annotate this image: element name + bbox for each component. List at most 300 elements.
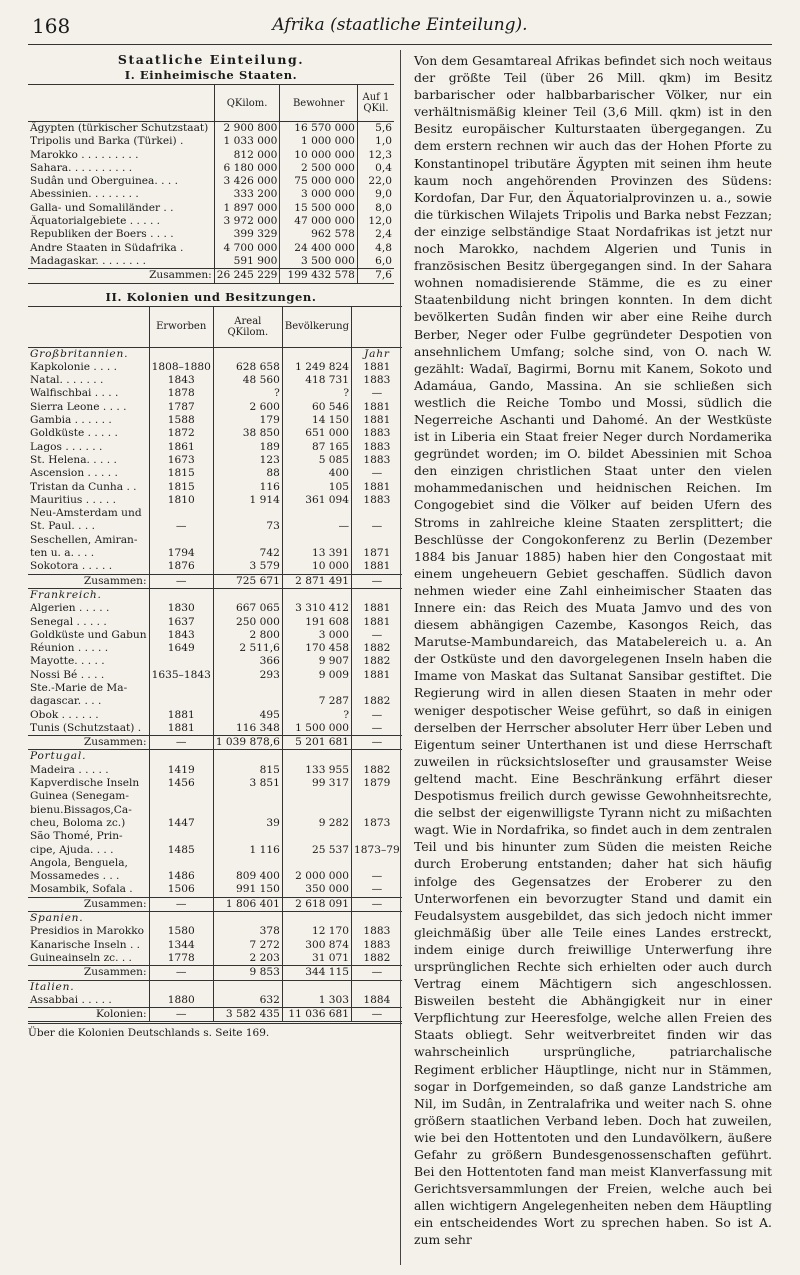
- table-row: [28, 764, 402, 777]
- table-row: [28, 149, 394, 162]
- native-states-table: [28, 84, 394, 284]
- density-value: 12,0: [357, 215, 394, 228]
- population-value: 1 000 000: [280, 135, 357, 148]
- density-value: 2,4: [357, 228, 394, 241]
- year-value: 1873–79: [352, 844, 402, 857]
- grand-total-label: Kolonien:: [28, 1008, 149, 1023]
- density-value: 22,0: [357, 175, 394, 188]
- right-column: [414, 52, 772, 1249]
- area-value: [213, 857, 282, 870]
- density-value: 6,0: [357, 255, 394, 269]
- population-value: 99 317: [282, 777, 351, 790]
- population-value: 3 000: [282, 629, 351, 642]
- footnote: Über die Kolonien Deutschlands s. Seite 169.: [28, 1027, 270, 1040]
- population-value: 3 000 000: [280, 188, 357, 201]
- area-value: [213, 695, 282, 708]
- population-value: 651 000: [282, 427, 351, 440]
- year-value: 1882: [352, 695, 402, 708]
- colony-name: cipe, Ajuda. . . .: [30, 843, 114, 856]
- grand-total-row: [28, 1008, 402, 1023]
- year-value: 1882: [352, 642, 402, 655]
- area-value: 3 579: [213, 560, 282, 574]
- acquired-value: [149, 695, 213, 708]
- area-value: 189: [213, 441, 282, 454]
- population-value: 2 000 000: [282, 870, 351, 883]
- year-value: 1881: [352, 481, 402, 494]
- colony-name: Kapverdische Inseln: [30, 777, 140, 790]
- area-value: 3 426 000: [214, 175, 280, 188]
- colony-name: Lagos . . . . . .: [30, 440, 103, 453]
- acquired-value: 1881: [149, 709, 213, 722]
- state-name: Ägypten (türkischer Schutzstaat): [30, 122, 209, 134]
- colony-name: Goldküste und Gabun: [30, 628, 147, 641]
- population-value: 1 303: [282, 994, 351, 1008]
- colony-name: Angola, Benguela,: [30, 856, 128, 869]
- population-value: 13 391: [282, 547, 351, 560]
- year-value: [352, 857, 402, 870]
- subtotal-row: [28, 574, 402, 588]
- colony-name: Assabbai . . . . .: [30, 993, 112, 1006]
- year-value: 1883: [352, 441, 402, 454]
- colony-name: cheu, Boloma zc.): [30, 816, 126, 829]
- colony-name: Senegal . . . . .: [30, 615, 107, 628]
- population-value: ?: [282, 709, 351, 722]
- acquired-value: 1447: [149, 817, 213, 830]
- group-row: [28, 347, 402, 361]
- population-value: [282, 804, 351, 817]
- colony-name: Mosambik, Sofala .: [30, 883, 133, 896]
- population-value: —: [282, 520, 351, 533]
- column-header: Erworben: [149, 306, 213, 347]
- area-value: 495: [213, 709, 282, 722]
- acquired-value: 1506: [149, 883, 213, 897]
- colony-name: Mauritius . . . . .: [30, 493, 117, 506]
- year-label: [352, 750, 402, 764]
- acquired-value: 1778: [149, 952, 213, 966]
- area-value: [213, 790, 282, 803]
- colony-name: Kapkolonie . . . .: [30, 360, 117, 373]
- population-value: 16 570 000: [280, 122, 357, 136]
- table-row: [28, 255, 394, 269]
- year-label: [352, 912, 402, 926]
- year-value: —: [352, 520, 402, 533]
- column-header: [352, 306, 402, 347]
- acquired-value: [149, 830, 213, 843]
- body-text: Von dem Gesamtareal Afrikas befindet sich noch weitaus der größte Teil (über 26 Mill. qkm) im Besitz barbarischer oder halbbarbarischer Völker, nur ein verhältnismäßig kleiner Teil (3,6 Mill. qkm) ist in den Besitz europäischer Kulturstaaten übergegangen. Zu dem erstern rechnen wir auch das der Hohen Pforte zu Konstantinopel tributäre Ägypten mit seinen ihm heute kaum noch angehörenden Provinzen des Südens: Kordofan, Dar Fur, den Äquatorialprovinzen u. a., sowie die türkischen Wilajets Tripolis und Barka nebst Fezzan; der einzige selbständige Staat Nordafrikas ist jetzt nur noch Marokko, nachdem Algerien und Tunis in französischen Besitz übergegangen sind. In der Sahara wohnen nomadisierende Stämme, die es zu einer Staatenbildung nicht bringen konnten. In dem dicht bevölkerten Sudân finden wir aber eine Reihe durch Berber, Neger oder Fulbe gegründeter Despotien von ansehnlichem Umfang; solche sind, von O. nach W. gezählt: Wadaï, Bagirmi, Bornu mit Kanem, Sokoto und Adamáua, Gando, Massina. An sie schließen sich westlich die Reiche Tombo und Mossi, südlich die Negerreiche Aschanti und Dahomé. An der Westküste ist in Liberia ein Staat freier Neger durch Nordamerika gegründet worden; im O. bildet Abessinien mit Schoa den einzigen christlichen Staat unter den vielen mohammedanischen und heidnischen Reichen. Im Congogebiet sind die Völker auf beiden Ufern des Stroms in zahlreiche kleine Staaten zersplittert; die Beschlüsse der Congokonferenz zu Berlin (Dezember 1884 bis Januar 1885) haben hier den Congostaat mit einem ungeheuern Gebiet geschaffen. Südlich davon nehmen wieder eine Zahl einheimischer Staaten das Innere ein: das Reich des Muata Jamvo und des von diesem abhängigen Cazembe, Kasongos Reich, das Marutse-Mambundareich, das Matabelereich u. a. An der Ostküste und den davorgelegenen Inseln haben die Imame von Maskat das Sultanat Sansibar gestiftet. Die Regierung wird in allen diesen Staaten in mehr oder weniger despotischer Weise geführt, so daß in einigen derselben der Herrscher absoluter Herr über Leben und Eigentum seiner Unterthanen ist und diese Herrschaft zuweilen in rücksichtsloseſter und grausamster Weise geltend macht. Eine Beschränkung erfährt dieser Despotismus freilich durch gewisse Gewohnheitsrechte, die selbst der eigenwilligste Tyrann nicht zu mißachten wagt. Wie in Nordafrika, so findet auch in dem zentralen Teil und bis hinunter zum Süden die meisten Reiche durch Eroberung entstanden; daher hat sich häufig infolge des Gegensatzes der Eroberer zu den Unterworfenen ein bevorzugter Stand und damit ein Feudalsystem ausgebildet, das sich jedoch nicht immer gleichmäßig über alle Teile eines Landes erstreckt, indem einige durch freiwillige Unterwerfung ihre ursprünglichen Rechte sich erhielten oder auch durch Vertrag einem Mächtigern sich angeschlossen. Bisweilen besteht die Abhängigkeit nur in einer Verpflichtung zur Heeresfolge, welche allen Freien des Staats obliegt. Sehr weitverbreitet finden wir das wahrscheinlich ursprüngliche, patriarchalische Regiment erblicher Häuptlinge, nicht nur in Stämmen, sogar in Dorfgemeinden, so daß ganze Landstriche am Nil, im Sudân, in Zentralafrika und weiter nach S. ohne größern staatlichen Verband leben. Doch hat zuweilen, wie bei den Hottentoten und den Lundavölkern, äußere Gefahr zu größern Bundesgenossenschaften geführt. Bei den Hottentoten fand man meist Klanverfassung mit Gerichtsversammlungen der Freien, welche auch bei allen wichtigern Angelegenheiten neben dem Häuptling ein entscheidendes Wort zu sprechen haben. So ist A. zum sehr: [414, 53, 772, 1248]
- table-row: [28, 534, 402, 547]
- year-value: 1881: [352, 401, 402, 414]
- acquired-value: 1878: [149, 387, 213, 400]
- density-value: 4,8: [357, 242, 394, 255]
- acquired-value: 1485: [149, 844, 213, 857]
- year-value: 1882: [352, 764, 402, 777]
- population-value: 300 874: [282, 939, 351, 952]
- colony-name: Réunion . . . . .: [30, 642, 109, 655]
- area-value: 88: [213, 467, 282, 480]
- population-value: 9 907: [282, 655, 351, 668]
- population-value: 10 000: [282, 560, 351, 574]
- blank-cell: [282, 980, 351, 994]
- subtotal-population: 5 201 681: [282, 736, 351, 750]
- population-value: 170 458: [282, 642, 351, 655]
- population-value: ?: [282, 387, 351, 400]
- table-row: [28, 481, 402, 494]
- population-value: 10 000 000: [280, 149, 357, 162]
- acquired-value: [149, 534, 213, 547]
- colony-name: Nossi Bé . . . .: [30, 668, 105, 681]
- grand-total-population: 11 036 681: [282, 1008, 351, 1023]
- acquired-value: 1794: [149, 547, 213, 560]
- blank-cell: [149, 980, 213, 994]
- colony-name: Ste.-Marie de Ma-: [30, 681, 128, 694]
- total-row: [28, 269, 394, 283]
- table-row: [28, 507, 402, 520]
- colony-name: Obok . . . . . .: [30, 708, 99, 721]
- area-value: 2 600: [213, 401, 282, 414]
- year-value: [352, 507, 402, 520]
- year-value: —: [352, 722, 402, 736]
- subtotal-label: Zusammen:: [28, 574, 149, 588]
- state-name: Sudân und Oberguinea. . . .: [30, 175, 178, 188]
- acquired-value: 1808–1880: [149, 361, 213, 374]
- colony-name: Guineainseln zc. . .: [30, 951, 132, 964]
- population-value: [282, 507, 351, 520]
- group-title: Großbritannien.: [30, 347, 129, 360]
- state-name: Marokko . . . . . . . . .: [30, 148, 139, 161]
- table-row: [28, 228, 394, 241]
- subtotal-year: —: [352, 736, 402, 750]
- subtotal-acquired: —: [149, 897, 213, 911]
- column-header: Bevölkerung: [282, 306, 351, 347]
- column-header: Bewohner: [280, 85, 357, 122]
- population-value: [282, 830, 351, 843]
- area-value: 6 180 000: [214, 162, 280, 175]
- colony-name: Ascension . . . . .: [30, 467, 118, 480]
- population-value: 191 608: [282, 616, 351, 629]
- group-title: Italien.: [30, 980, 75, 993]
- subtotal-population: 2 871 491: [282, 574, 351, 588]
- column-header: [28, 85, 214, 122]
- year-value: —: [352, 467, 402, 480]
- year-value: [352, 830, 402, 843]
- subtotal-label: Zusammen:: [28, 897, 149, 911]
- year-value: 1883: [352, 939, 402, 952]
- colony-name: Natal. . . . . . .: [30, 374, 104, 387]
- population-value: 962 578: [280, 228, 357, 241]
- column-divider: [400, 50, 401, 1265]
- table-row: [28, 642, 402, 655]
- table-row: [28, 454, 402, 467]
- area-value: 1 914: [213, 494, 282, 507]
- area-value: 7 272: [213, 939, 282, 952]
- table-row: [28, 709, 402, 722]
- blank-cell: [149, 347, 213, 361]
- year-value: —: [352, 387, 402, 400]
- table-row: [28, 857, 402, 870]
- subtotal-label: Zusammen:: [28, 966, 149, 980]
- table-row: [28, 547, 402, 560]
- table-row: [28, 560, 402, 574]
- area-value: [213, 830, 282, 843]
- colony-name: dagascar. . . .: [30, 695, 102, 708]
- state-name: Äquatorialgebiete . . . . .: [30, 215, 161, 228]
- colony-name: Algerien . . . . .: [30, 602, 110, 615]
- table-row: [28, 414, 402, 427]
- acquired-value: 1815: [149, 481, 213, 494]
- subtotal-label: Zusammen:: [28, 736, 149, 750]
- state-name: Galla- und Somaliländer . .: [30, 201, 174, 214]
- acquired-value: 1861: [149, 441, 213, 454]
- group-row: [28, 588, 402, 602]
- density-value: 12,3: [357, 149, 394, 162]
- year-value: 1883: [352, 454, 402, 467]
- table-row: [28, 870, 402, 883]
- group-row: [28, 912, 402, 926]
- area-value: 2 900 800: [214, 122, 280, 136]
- blank-cell: [213, 750, 282, 764]
- colony-name: São Thomé, Prin-: [30, 830, 123, 843]
- colony-name: Guinea (Senegam-: [30, 790, 129, 803]
- table-row: [28, 994, 402, 1008]
- colony-name: Mayotte. . . . .: [30, 655, 105, 668]
- column-header: Areal QKilom.: [213, 306, 282, 347]
- acquired-value: 1876: [149, 560, 213, 574]
- acquired-value: [149, 655, 213, 668]
- population-value: 60 546: [282, 401, 351, 414]
- area-value: 73: [213, 520, 282, 533]
- population-value: 3 500 000: [280, 255, 357, 269]
- population-value: 1 249 824: [282, 361, 351, 374]
- density-value: 1,0: [357, 135, 394, 148]
- native-states-title: I. Einheimische Staaten.: [124, 68, 298, 82]
- acquired-value: 1673: [149, 454, 213, 467]
- population-value: 24 400 000: [280, 242, 357, 255]
- area-value: 667 065: [213, 602, 282, 615]
- population-value: [282, 682, 351, 695]
- colony-name: Madeira . . . . .: [30, 763, 109, 776]
- area-value: 39: [213, 817, 282, 830]
- subtotal-population: 2 618 091: [282, 897, 351, 911]
- group-title: Portugal.: [30, 750, 87, 763]
- acquired-value: 1787: [149, 401, 213, 414]
- state-name: Sahara. . . . . . . . . .: [30, 161, 133, 174]
- acquired-value: 1880: [149, 994, 213, 1008]
- year-value: —: [352, 870, 402, 883]
- section-heading: Staatliche Einteilung.: [117, 52, 305, 67]
- table-row: [28, 494, 402, 507]
- colony-name: ten u. a. . . .: [30, 547, 95, 560]
- area-value: 2 203: [213, 952, 282, 966]
- area-value: 2 800: [213, 629, 282, 642]
- acquired-value: [149, 682, 213, 695]
- year-value: 1881: [352, 669, 402, 682]
- density-value: 5,6: [357, 122, 394, 136]
- colony-name: Seschellen, Amiran-: [30, 533, 138, 546]
- year-value: 1883: [352, 925, 402, 938]
- blank-cell: [213, 912, 282, 926]
- subtotal-year: —: [352, 897, 402, 911]
- table-row: [28, 830, 402, 843]
- area-value: 366: [213, 655, 282, 668]
- population-value: 15 500 000: [280, 202, 357, 215]
- acquired-value: 1637: [149, 616, 213, 629]
- table-row: [28, 520, 402, 533]
- colony-name: Tristan da Cunha . .: [30, 480, 137, 493]
- subtotal-row: [28, 966, 402, 980]
- area-value: 591 900: [214, 255, 280, 269]
- column-header: QKilom.: [214, 85, 280, 122]
- area-value: 1 897 000: [214, 202, 280, 215]
- blank-cell: [282, 750, 351, 764]
- area-value: 38 850: [213, 427, 282, 440]
- year-value: 1873: [352, 817, 402, 830]
- state-name: Madagaskar. . . . . . . .: [30, 254, 146, 267]
- area-value: 2 511,6: [213, 642, 282, 655]
- subtotal-area: 9 853: [213, 966, 282, 980]
- acquired-value: 1843: [149, 374, 213, 387]
- population-value: 87 165: [282, 441, 351, 454]
- table-row: [28, 804, 402, 817]
- acquired-value: 1881: [149, 722, 213, 736]
- area-value: 116 348: [213, 722, 282, 736]
- table-row: [28, 777, 402, 790]
- column-header: [28, 306, 149, 347]
- area-value: [213, 682, 282, 695]
- population-value: 5 085: [282, 454, 351, 467]
- blank-cell: [282, 347, 351, 361]
- population-value: [282, 790, 351, 803]
- table-row: [28, 602, 402, 615]
- year-value: 1879: [352, 777, 402, 790]
- column-header: Auf 1 QKil.: [357, 85, 394, 122]
- year-value: 1871: [352, 547, 402, 560]
- area-value: ?: [213, 387, 282, 400]
- area-value: 1 116: [213, 844, 282, 857]
- page-number: 168: [32, 14, 71, 38]
- acquired-value: 1419: [149, 764, 213, 777]
- year-value: —: [352, 629, 402, 642]
- population-value: 7 287: [282, 695, 351, 708]
- area-value: 632: [213, 994, 282, 1008]
- state-name: Abessinien. . . . . . . .: [30, 188, 139, 201]
- table-row: [28, 722, 402, 736]
- group-row: [28, 980, 402, 994]
- table-row: [28, 188, 394, 201]
- population-value: 2 500 000: [280, 162, 357, 175]
- grand-total-area: 3 582 435: [213, 1008, 282, 1023]
- area-value: 812 000: [214, 149, 280, 162]
- density-value: 0,4: [357, 162, 394, 175]
- table-row: [28, 655, 402, 668]
- area-value: 628 658: [213, 361, 282, 374]
- subtotal-year: —: [352, 966, 402, 980]
- population-value: 400: [282, 467, 351, 480]
- area-value: [213, 804, 282, 817]
- population-value: 75 000 000: [280, 175, 357, 188]
- blank-cell: [282, 588, 351, 602]
- subtotal-population: 344 115: [282, 966, 351, 980]
- subtotal-area: 1 039 878,6: [213, 736, 282, 750]
- colonies-table: [28, 306, 402, 1025]
- acquired-value: [149, 790, 213, 803]
- area-value: 250 000: [213, 616, 282, 629]
- year-value: 1881: [352, 602, 402, 615]
- year-value: [352, 804, 402, 817]
- area-value: 123: [213, 454, 282, 467]
- subtotal-acquired: —: [149, 574, 213, 588]
- acquired-value: [149, 507, 213, 520]
- table-row: [28, 629, 402, 642]
- total-density: 7,6: [357, 269, 394, 283]
- colony-name: Goldküste . . . . .: [30, 427, 118, 440]
- population-value: 14 150: [282, 414, 351, 427]
- year-value: 1882: [352, 655, 402, 668]
- year-value: [352, 682, 402, 695]
- year-value: 1884: [352, 994, 402, 1008]
- total-population: 199 432 578: [280, 269, 357, 283]
- subtotal-area: 725 671: [213, 574, 282, 588]
- acquired-value: 1344: [149, 939, 213, 952]
- table-row: [28, 162, 394, 175]
- density-value: 8,0: [357, 202, 394, 215]
- group-row: [28, 750, 402, 764]
- blank-cell: [282, 912, 351, 926]
- colony-name: bienu.Bissagos,Ca-: [30, 803, 132, 816]
- acquired-value: 1843: [149, 629, 213, 642]
- table-row: [28, 669, 402, 682]
- colony-name: Tunis (Schutzstaat) .: [30, 721, 142, 734]
- table-row: [28, 441, 402, 454]
- year-value: [352, 534, 402, 547]
- blank-cell: [149, 750, 213, 764]
- year-label: [352, 588, 402, 602]
- acquired-value: 1486: [149, 870, 213, 883]
- table-row: [28, 844, 402, 857]
- area-value: [213, 534, 282, 547]
- running-title: Afrika (staatliche Einteilung).: [272, 15, 528, 35]
- table-row: [28, 401, 402, 414]
- year-value: 1881: [352, 616, 402, 629]
- table-row: [28, 695, 402, 708]
- population-value: [282, 534, 351, 547]
- table-row: [28, 215, 394, 228]
- area-value: 991 150: [213, 883, 282, 897]
- population-value: 350 000: [282, 883, 351, 897]
- area-value: 742: [213, 547, 282, 560]
- acquired-value: 1815: [149, 467, 213, 480]
- subtotal-area: 1 806 401: [213, 897, 282, 911]
- table-row: [28, 616, 402, 629]
- population-value: 133 955: [282, 764, 351, 777]
- table-row: [28, 122, 394, 136]
- area-value: 815: [213, 764, 282, 777]
- total-area: 26 245 229: [214, 269, 280, 283]
- grand-total-year: —: [352, 1008, 402, 1023]
- colony-name: Mossamedes . . .: [30, 870, 120, 883]
- blank-cell: [149, 912, 213, 926]
- colony-name: St. Helena. . . . .: [30, 453, 117, 466]
- area-value: 3 972 000: [214, 215, 280, 228]
- population-value: [282, 857, 351, 870]
- year-value: 1883: [352, 374, 402, 387]
- acquired-value: 1830: [149, 602, 213, 615]
- acquired-value: 1456: [149, 777, 213, 790]
- table-row: [28, 361, 402, 374]
- acquired-value: 1635–1843: [149, 669, 213, 682]
- colony-name: Gambia . . . . . .: [30, 414, 112, 427]
- table-row: [28, 135, 394, 148]
- table-row: [28, 374, 402, 387]
